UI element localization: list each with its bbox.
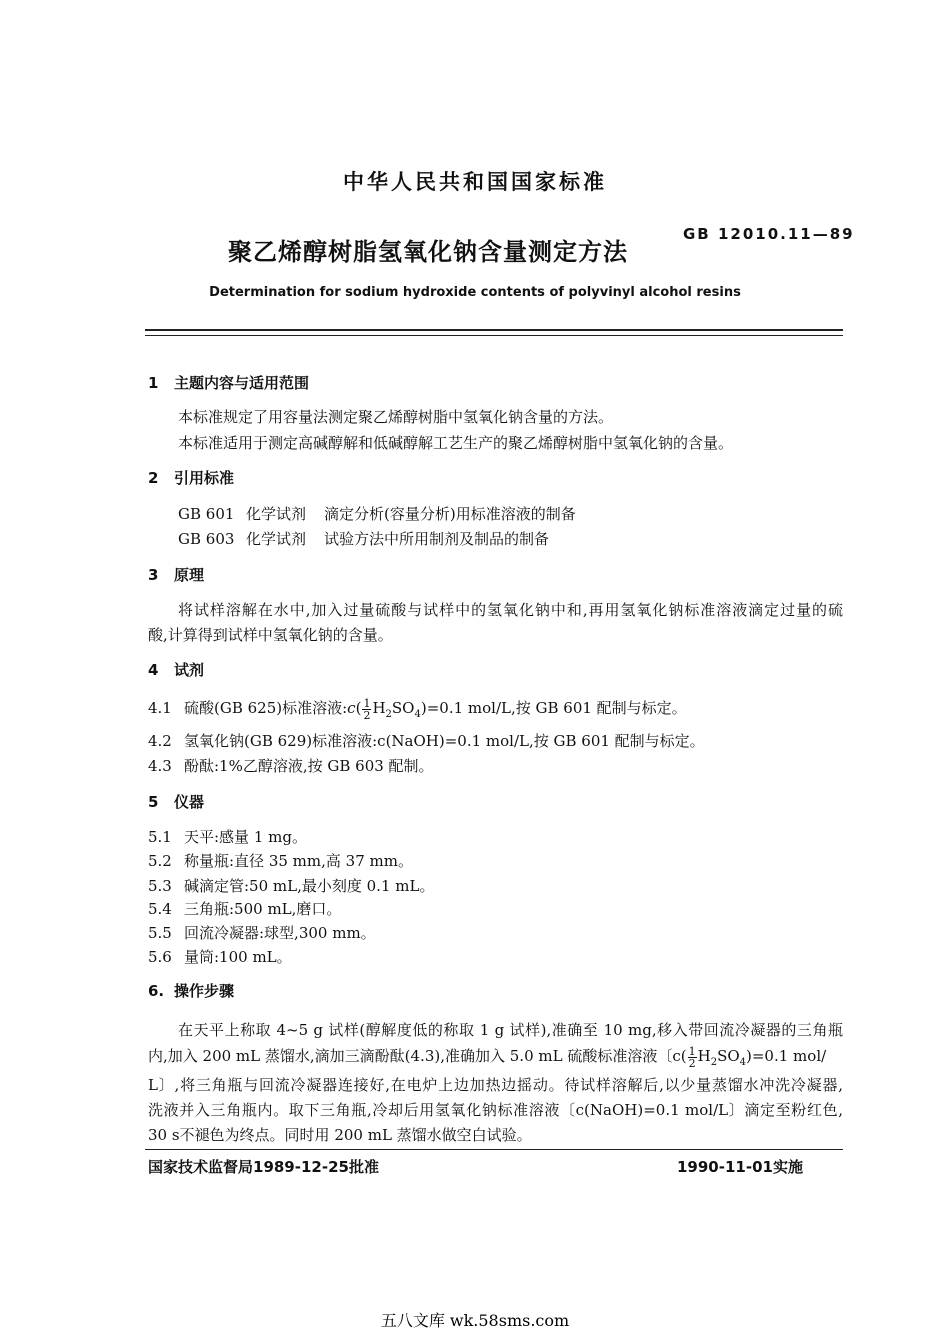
- item-text-tail: )=0.1 mol/L,按 GB 601 配制与标定。: [420, 699, 687, 717]
- item-text: 碱滴定管:50 mL,最小刻度 0.1 mL。: [184, 877, 435, 895]
- section-6-line-1: 在天平上称取 4~5 g 试样(醇解度低的称取 1 g 试样),准确至 10 mg,移入带回流冷凝器的三角瓶: [178, 1021, 843, 1039]
- reference-category: 化学试剂: [246, 505, 307, 523]
- section-3-number: 3: [148, 566, 159, 584]
- reagent-item-4-3: [148, 755, 434, 776]
- standard-code: GB 12010.11—89: [683, 225, 855, 243]
- line-text: 内,加入 200 mL 蒸馏水,滴加三滴酚酞(4.3),准确加入 5.0 mL 硫酸标准溶液〔c(: [148, 1047, 687, 1065]
- item-number: 5.1: [148, 828, 172, 846]
- formula-so: SO: [391, 699, 415, 717]
- reference-code: GB 603: [178, 530, 235, 548]
- item-text: 回流冷凝器:球型,300 mm。: [184, 924, 376, 942]
- formula-h: H: [697, 1047, 711, 1065]
- item-text: 三角瓶:500 mL,磨口。: [184, 900, 342, 918]
- section-1-heading: [148, 372, 309, 393]
- item-number: 5.4: [148, 900, 172, 918]
- item-number: 5.2: [148, 852, 172, 870]
- fraction-numerator: 1: [363, 696, 371, 710]
- section-5-heading: [148, 791, 204, 812]
- section-3-title: 原理: [174, 566, 205, 584]
- section-1-paragraph-1: 本标准规定了用容量法测定聚乙烯醇树脂中氢氧化钠含量的方法。: [178, 408, 614, 426]
- watermark: 五八文库 wk.58sms.com: [380, 1311, 570, 1330]
- approval-date: 国家技术监督局1989-12-25批准: [148, 1158, 379, 1176]
- item-number: 4.3: [148, 757, 172, 775]
- item-text: 称量瓶:直径 35 mm,高 37 mm。: [184, 852, 413, 870]
- section-5-title: 仪器: [174, 793, 205, 811]
- item-number: 5.5: [148, 924, 172, 942]
- section-2-number: 2: [148, 469, 159, 487]
- section-3-line-2: 酸,计算得到试样中氢氧化钠的含量。: [148, 626, 393, 644]
- list-item: [148, 922, 376, 943]
- reference-text: 滴定分析(容量分析)用标准溶液的制备: [324, 505, 576, 523]
- fraction-numerator: 1: [688, 1044, 696, 1058]
- fraction-denominator: 2: [363, 708, 371, 722]
- effective-date: 1990-11-01实施: [677, 1158, 803, 1176]
- section-6-line-5: 30 s不褪色为终点。同时用 200 mL 蒸馏水做空白试验。: [148, 1126, 532, 1144]
- section-3-line-1: 将试样溶解在水中,加入过量硫酸与试样中的氢氧化钠中和,再用氢氧化钠标准溶液滴定过量的硫: [178, 601, 843, 619]
- fraction: [362, 698, 371, 721]
- section-4-number: 4: [148, 661, 159, 679]
- section-6-heading: [148, 980, 234, 1001]
- fraction: [688, 1046, 697, 1069]
- national-standard-heading: 中华人民共和国国家标准: [343, 170, 607, 194]
- concentration-symbol: c: [347, 699, 356, 717]
- section-6-line-2: [148, 1045, 843, 1069]
- reference-code: GB 601: [178, 505, 235, 523]
- item-text: 氢氧化钠(GB 629)标准溶液:c(NaOH)=0.1 mol/L,按 GB 601 配制与标定。: [184, 732, 705, 750]
- list-item: [148, 850, 413, 871]
- section-6-line-3: L〕,将三角瓶与回流冷凝器连接好,在电炉上边加热边摇动。待试样溶解后,以少量蒸馏水冲洗冷凝器,: [148, 1076, 843, 1094]
- item-number: 5.6: [148, 948, 172, 966]
- reagent-item-4-1: 4.1 硫酸(GB 625)标准溶液:c( $\frac{1}{2}$ $H_2SO_4)=0.1$ mol/L,按 GB 601 配制与标定。: [148, 696, 687, 722]
- list-item: [148, 898, 341, 919]
- formula-so: SO: [717, 1047, 740, 1065]
- list-item: [148, 946, 292, 967]
- section-6-number: 6.: [148, 982, 165, 1000]
- fraction-denominator: 2: [688, 1056, 696, 1070]
- header-rule-bottom: [145, 335, 843, 336]
- formula-subscript: 4: [739, 1057, 747, 1068]
- section-1-number: 1: [148, 374, 159, 392]
- section-6-title: 操作步骤: [174, 982, 235, 1000]
- section-1-title: 主题内容与适用范围: [174, 374, 310, 392]
- section-3-heading: [148, 564, 204, 585]
- formula-subscript: 4: [414, 709, 421, 720]
- item-text: 硫酸(GB 625)标准溶液:: [184, 699, 348, 717]
- list-item: [148, 875, 434, 896]
- page-title: 聚乙烯醇树脂氢氧化钠含量测定方法: [228, 238, 628, 266]
- english-title: Determination for sodium hydroxide contents of polyvinyl alcohol resins: [209, 285, 741, 300]
- item-text: 量筒:100 mL。: [184, 948, 292, 966]
- line-text-tail: )=0.1 mol/: [746, 1047, 827, 1065]
- header-rule-top: [145, 329, 843, 331]
- item-text: 酚酞:1%乙醇溶液,按 GB 603 配制。: [184, 757, 434, 775]
- item-text: 天平:感量 1 mg。: [184, 828, 307, 846]
- formula-subscript: 2: [710, 1057, 718, 1068]
- reference-item: [178, 503, 576, 524]
- reference-text: 试验方法中所用制剂及制品的制备: [324, 530, 550, 548]
- section-6-line-4: 洗液并入三角瓶内。取下三角瓶,冷却后用氢氧化钠标准溶液〔c(NaOH)=0.1 mol/L〕滴定至粉红色,: [148, 1101, 843, 1119]
- footer-rule: [145, 1149, 843, 1150]
- item-number: 4.1: [148, 699, 172, 717]
- reagent-item-4-2: [148, 730, 705, 751]
- formula-subscript: 2: [385, 709, 392, 720]
- list-item: [148, 826, 307, 847]
- section-2-title: 引用标准: [174, 469, 235, 487]
- item-number: 4.2: [148, 732, 172, 750]
- section-4-title: 试剂: [174, 661, 205, 679]
- section-1-paragraph-2: 本标准适用于测定高碱醇解和低碱醇解工艺生产的聚乙烯醇树脂中氢氧化钠的含量。: [178, 434, 734, 452]
- reference-item: [178, 528, 549, 549]
- section-4-heading: [148, 659, 204, 680]
- section-2-heading: [148, 467, 234, 488]
- section-5-number: 5: [148, 793, 159, 811]
- formula-h: H: [372, 699, 386, 717]
- reference-category: 化学试剂: [246, 530, 307, 548]
- item-number: 5.3: [148, 877, 172, 895]
